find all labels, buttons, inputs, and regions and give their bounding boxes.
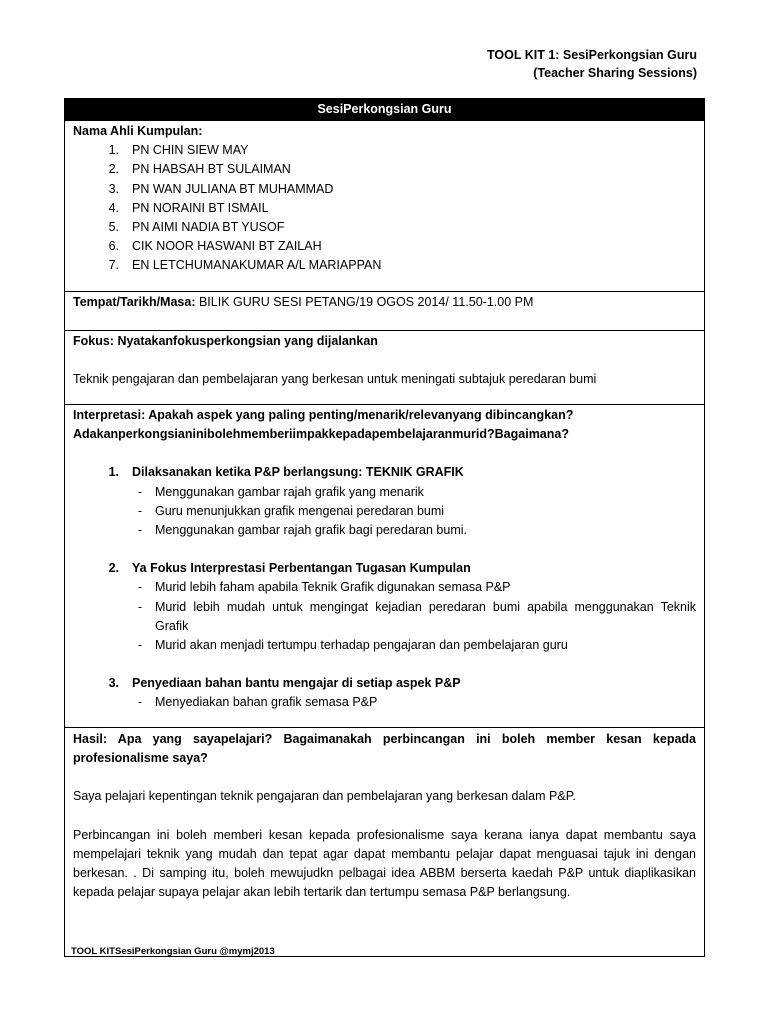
section-heading (73, 559, 696, 578)
sharing-session-table (64, 98, 705, 957)
bullet-dash: - (137, 580, 142, 595)
bullet-point (73, 598, 696, 636)
member-item (73, 160, 696, 179)
member-name: PN CHIN SIEW MAY (132, 143, 249, 158)
focus-label: Fokus: Nyatakanfokusperkongsian yang dijalankan (73, 334, 378, 348)
section-title: Penyediaan bahan bantu mengajar di setiap aspek P&P (132, 676, 461, 691)
bullet-dash: - (137, 503, 142, 518)
bullet-point (73, 693, 696, 712)
header-subtitle: (Teacher Sharing Sessions) (533, 66, 697, 80)
table-title: SesiPerkongsian Guru (65, 99, 704, 120)
bullet-text: Menggunakan gambar rajah grafik yang menarik (155, 484, 424, 499)
section-heading (73, 674, 696, 693)
members-cell (65, 120, 704, 291)
bullet-text: Menggunakan gambar rajah grafik bagi peredaran bumi. (155, 523, 467, 538)
bullet-point (73, 502, 696, 521)
focus-text: Teknik pengajaran dan pembelajaran yang berkesan untuk meningati subtajuk peredaran bumi (73, 372, 597, 387)
result-cell (65, 727, 704, 956)
interpretation-question-2: Adakanperkongsianinibolehmemberiimpakkepadapembelajaranmurid?Bagaimana? (73, 427, 569, 442)
result-paragraph-2: Perbincangan ini boleh memberi kesan kepada profesionalisme saya kerana ianya dapat membantu saya mempelajari teknik yang mudah dan tepat agar dapat membantu pelajar dapat menguasai tajuk ini dengan berkesan. . Di samping itu, boleh mewujudkn pelbagai idea ABBM berserta kaedah P&P untuk diaplikasikan kepada pelajar supaya pelajar akan lebih tertarik dan tertumpu semasa P&P berlangsung. (73, 827, 696, 900)
member-name: PN HABSAH BT SULAIMAN (132, 162, 291, 177)
member-item (73, 141, 696, 160)
bullet-point (73, 483, 696, 502)
section-title: Ya Fokus Interprestasi Perbentangan Tugasan Kumpulan (132, 561, 471, 576)
member-number: 4. (108, 200, 119, 215)
section-title: Dilaksanakan ketika P&P berlangsung: TEKNIK GRAFIK (132, 465, 464, 480)
venue-cell (65, 291, 704, 330)
result-paragraph-1: Saya pelajari kepentingan teknik pengajaran dan pembelajaran yang berkesan dalam P&P. (73, 789, 576, 804)
bullet-text: Murid lebih mudah untuk mengingat kejadian peredaran bumi apabila menggunakan Teknik Grafik (155, 599, 696, 633)
member-number: 2. (108, 162, 119, 177)
focus-cell (65, 330, 704, 404)
member-name: EN LETCHUMANAKUMAR A/L MARIAPPAN (132, 258, 382, 273)
member-number: 1. (108, 143, 119, 158)
member-name: PN NORAINI BT ISMAIL (132, 200, 269, 215)
bullet-point (73, 578, 696, 597)
bullet-dash: - (137, 695, 142, 710)
interpretation-question-1: Interpretasi: Apakah aspek yang paling penting/menarik/relevanyang dibincangkan? (73, 408, 574, 422)
venue-label: Tempat/Tarikh/Masa: (73, 295, 196, 309)
section-number: 3. (108, 676, 119, 691)
members-list (73, 141, 696, 275)
page-footer: TOOL KITSesiPerkongsian Guru @mymj2013 (71, 946, 275, 957)
section-number: 2. (108, 561, 119, 576)
result-question: Hasil: Apa yang sayapelajari? Bagaimanakah perbincangan ini boleh member kesan kepada profesionalisme saya? (73, 732, 696, 766)
members-label: Nama Ahli Kumpulan: (73, 124, 203, 138)
bullet-dash: - (137, 523, 142, 538)
member-item (73, 180, 696, 199)
bullet-dash: - (137, 484, 142, 499)
header-title: TOOL KIT 1: SesiPerkongsian Guru (486, 48, 697, 62)
section-number: 1. (108, 465, 119, 480)
member-number: 6. (108, 239, 119, 254)
bullet-text: Menyediakan bahan grafik semasa P&P (155, 695, 378, 710)
bullet-text: Murid akan menjadi tertumpu terhadap pengajaran dan pembelajaran guru (155, 638, 568, 653)
interpretation-sections (73, 444, 696, 712)
member-item (73, 256, 696, 275)
member-number: 5. (108, 220, 119, 235)
member-name: CIK NOOR HASWANI BT ZAILAH (132, 239, 322, 254)
document-header (487, 46, 697, 82)
member-item (73, 218, 696, 237)
bullet-point (73, 521, 696, 540)
bullet-dash: - (137, 599, 142, 614)
venue-value: BILIK GURU SESI PETANG/19 OGOS 2014/ 11.50-1.00 PM (195, 295, 534, 309)
section-heading (73, 463, 696, 482)
member-number: 7. (108, 258, 119, 273)
member-item (73, 199, 696, 218)
bullet-text: Murid lebih faham apabila Teknik Grafik digunakan semasa P&P (155, 580, 511, 595)
member-item (73, 237, 696, 256)
member-name: PN AIMI NADIA BT YUSOF (132, 220, 285, 235)
bullet-dash: - (137, 638, 142, 653)
member-name: PN WAN JULIANA BT MUHAMMAD (132, 181, 334, 196)
bullet-text: Guru menunjukkan grafik mengenai peredaran bumi (155, 503, 445, 518)
bullet-point (73, 636, 696, 655)
interpretation-cell (65, 404, 704, 727)
member-number: 3. (108, 181, 119, 196)
